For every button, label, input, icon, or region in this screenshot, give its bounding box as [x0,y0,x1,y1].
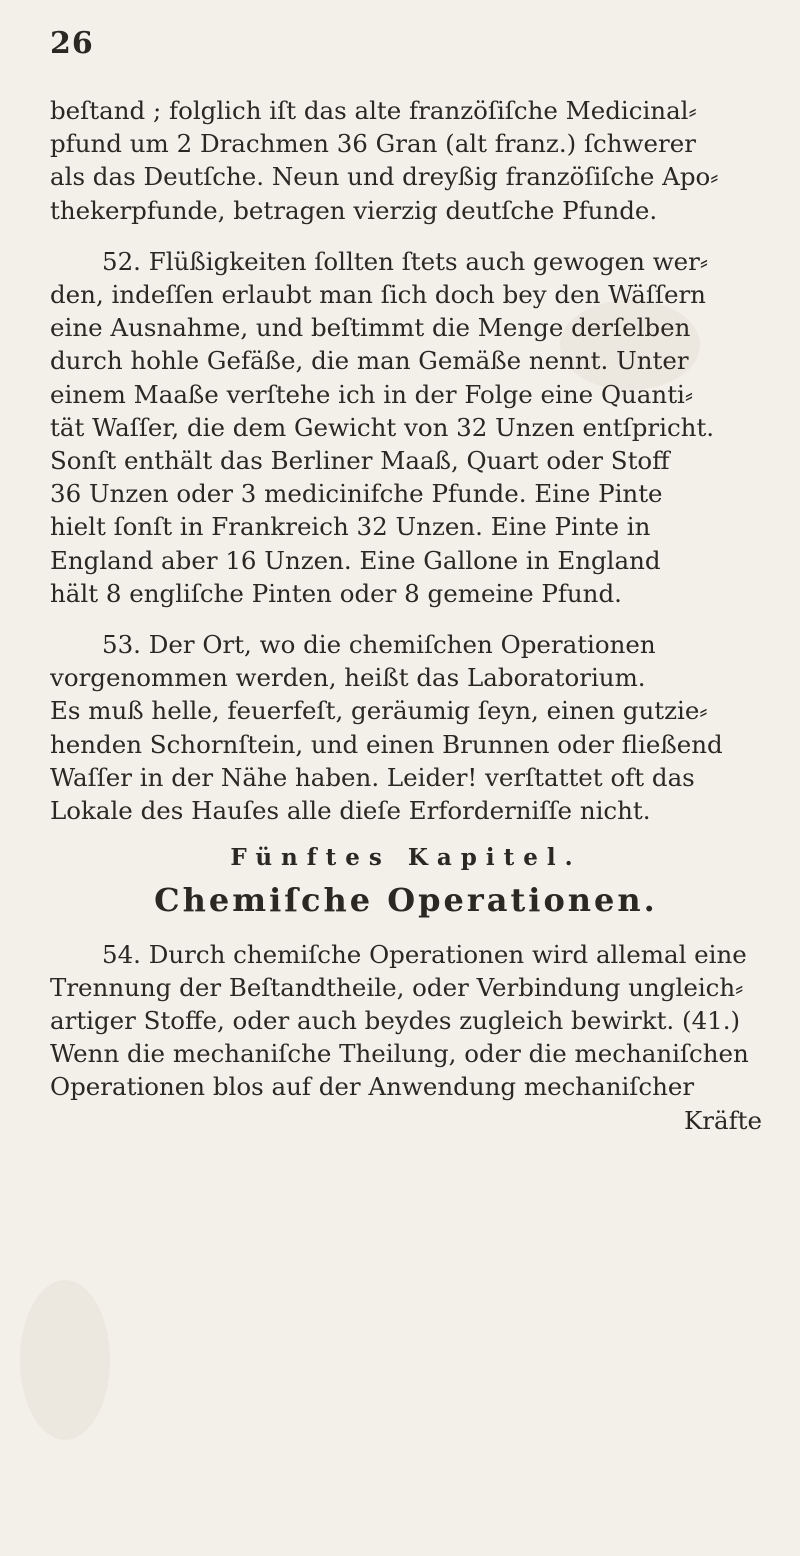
catchword: Kräfte [683,1105,762,1135]
text-line: thekerpfunde, betragen vierzig deutſche Pfunde. [50,195,658,225]
paragraph [50,94,762,227]
text-line: 53. Der Ort, wo die chemiſchen Operationen [102,630,656,660]
text-line: als das Deutſche. Neun und dreyßig franzöſiſche Apo⸗ [50,162,719,192]
page-number: 26 [50,26,94,61]
text-line: durch hohle Gefäße, die man Gemäße nennt. Unter [50,346,689,376]
text-line: Waſſer in der Nähe haben. Leider! verſtattet oft das [50,762,695,792]
catchword-line [50,1104,762,1137]
paragraph [50,938,762,1104]
text-line: Sonſt enthält das Berliner Maaß, Quart oder Stoff [50,446,670,476]
text-line: Trennung der Beſtandtheile, oder Verbindung ungleich⸗ [50,972,744,1002]
text-line: hält 8 engliſche Pinten oder 8 gemeine Pfund. [50,578,622,608]
paragraphs-before [50,94,762,827]
text-line: beſtand ; folglich iſt das alte franzöſiſche Medicinal⸗ [50,96,697,125]
body-text [50,94,762,1137]
text-line: 54. Durch chemiſche Operationen wird allemal eine [102,939,747,969]
paragraph [50,245,762,610]
text-line: pfund um 2 Drachmen 36 Gran (alt franz.) ſchwerer [50,129,696,159]
text-line: Wenn die mechaniſche Theilung, oder die mechaniſchen [50,1039,749,1069]
text-line: einem Maaße verſtehe ich in der Folge eine Quanti⸗ [50,379,694,409]
section-title: Chemiſche Operationen. [154,881,658,920]
text-line: England aber 16 Unzen. Eine Gallone in England [50,545,661,575]
text-line: 36 Unzen oder 3 medicinifche Pfunde. Eine Pinte [50,479,663,509]
text-line: Operationen blos auf der Anwendung mechaniſcher [50,1072,695,1102]
paragraphs-after [50,938,762,1104]
text-line: den, indeſſen erlaubt man ſich doch bey den Wäſſern [50,280,706,310]
text-line: Lokale des Hauſes alle dieſe Erforderniſſe nicht. [50,796,651,826]
text-line: eine Ausnahme, und beſtimmt die Menge derſelben [50,313,691,343]
paragraph [50,628,762,827]
text-line: 52. Flüßigkeiten ſollten ſtets auch gewogen wer⸗ [102,246,709,276]
text-line: artiger Stoffe, oder auch beydes zugleich bewirkt. (41.) [50,1006,741,1036]
chapter-heading: Fünftes Kapitel. [230,844,582,872]
text-line: tät Waſſer, die dem Gewicht von 32 Unzen entſpricht. [50,412,715,442]
text-line: henden Schornſtein, und einen Brunnen oder fließend [50,729,723,759]
text-line: vorgenommen werden, heißt das Laboratorium. [50,663,646,693]
text-line: hielt ſonſt in Frankreich 32 Unzen. Eine Pinte in [50,512,651,542]
text-line: Es muß helle, feuerfeſt, geräumig ſeyn, einen gutzie⸗ [50,696,708,726]
